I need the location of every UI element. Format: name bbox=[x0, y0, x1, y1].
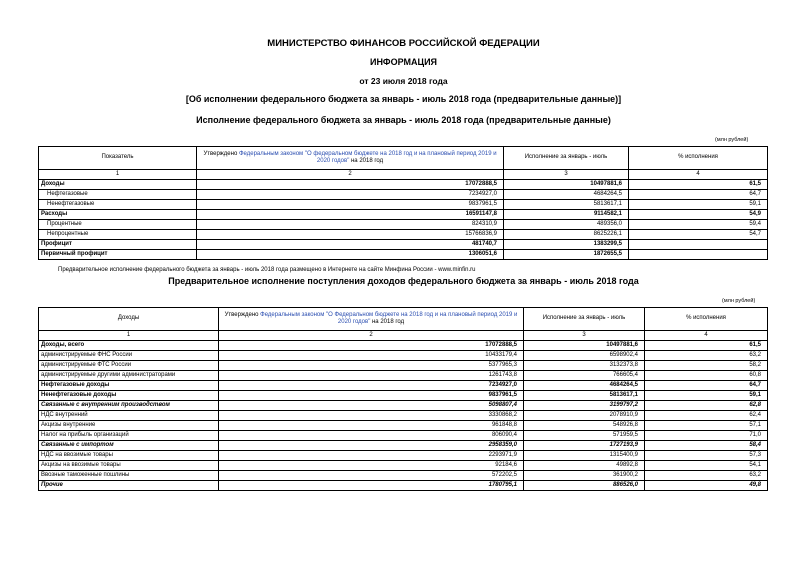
row-percent: 63,2 bbox=[645, 351, 768, 361]
row-percent bbox=[629, 250, 768, 260]
table1-header-indicator: Показатель bbox=[39, 147, 197, 170]
row-approved: 824310,9 bbox=[197, 220, 504, 230]
row-executed: 361900,2 bbox=[524, 471, 645, 481]
row-approved: 806090,4 bbox=[219, 431, 524, 441]
column-number: 4 bbox=[645, 331, 768, 341]
row-percent: 62,8 bbox=[645, 401, 768, 411]
row-approved: 2958359,0 bbox=[219, 441, 524, 451]
row-name: Доходы, всего bbox=[39, 341, 219, 351]
row-executed: 1315400,9 bbox=[524, 451, 645, 461]
table1-header-approved-prefix: Утверждено bbox=[203, 150, 239, 157]
revenue-execution-table bbox=[38, 307, 768, 491]
row-name: администрируемые ФТС России bbox=[39, 361, 219, 371]
row-approved: 5377965,3 bbox=[219, 361, 524, 371]
column-number: 1 bbox=[39, 331, 219, 341]
table2-unit-label: (млн рублей) bbox=[722, 298, 756, 304]
row-executed: 4684264,5 bbox=[524, 381, 645, 391]
table1-header-executed: Исполнение за январь - июль bbox=[504, 147, 629, 170]
row-percent: 54,9 bbox=[629, 210, 768, 220]
row-executed: 1872655,5 bbox=[504, 250, 629, 260]
row-approved: 7234927,0 bbox=[219, 381, 524, 391]
row-executed: 10497881,6 bbox=[524, 341, 645, 351]
publication-note: Предварительное исполнение федерального бюджета за январь - июль 2018 года размещено в Интернете на сайте Минфина России - www.minfin.ru bbox=[58, 267, 476, 273]
row-name: Связанные с внутренним производством bbox=[39, 401, 219, 411]
table2-header-row bbox=[39, 308, 768, 331]
row-percent: 54,7 bbox=[629, 230, 768, 240]
row-executed: 571959,5 bbox=[524, 431, 645, 441]
row-executed: 1727193,9 bbox=[524, 441, 645, 451]
table-row bbox=[39, 361, 768, 371]
row-approved: 1306051,6 bbox=[197, 250, 504, 260]
row-name: Первичный профицит bbox=[39, 250, 197, 260]
table2-header-approved-prefix: Утверждено bbox=[224, 311, 261, 318]
row-percent: 64,7 bbox=[645, 381, 768, 391]
row-executed: 3199797,2 bbox=[524, 401, 645, 411]
row-executed: 10497881,6 bbox=[504, 180, 629, 190]
row-percent: 62,4 bbox=[645, 411, 768, 421]
row-name: Ненефтегазовые bbox=[39, 200, 197, 210]
table2-number-row bbox=[39, 331, 768, 341]
row-approved: 1780795,1 bbox=[219, 481, 524, 491]
row-percent bbox=[629, 240, 768, 250]
table-row bbox=[39, 461, 768, 471]
table-row bbox=[39, 351, 768, 361]
row-name: Профицит bbox=[39, 240, 197, 250]
column-number: 2 bbox=[197, 170, 504, 180]
row-name: Непроцентные bbox=[39, 230, 197, 240]
row-approved: 3330868,2 bbox=[219, 411, 524, 421]
row-percent: 64,7 bbox=[629, 190, 768, 200]
row-name: Процентные bbox=[39, 220, 197, 230]
table1-number-row bbox=[39, 170, 768, 180]
row-name: Нефтегазовые bbox=[39, 190, 197, 200]
column-number: 4 bbox=[629, 170, 768, 180]
ministry-heading: МИНИСТЕРСТВО ФИНАНСОВ РОССИЙСКОЙ ФЕДЕРАЦИИ bbox=[267, 38, 540, 49]
row-percent: 59,4 bbox=[629, 220, 768, 230]
date-heading: от 23 июля 2018 года bbox=[359, 76, 448, 86]
row-name: Нефтегазовые доходы bbox=[39, 381, 219, 391]
row-approved: 17072888,5 bbox=[219, 341, 524, 351]
row-percent: 58,2 bbox=[645, 361, 768, 371]
table-row bbox=[39, 401, 768, 411]
row-executed: 1383299,5 bbox=[504, 240, 629, 250]
row-name: администрируемые ФНС России bbox=[39, 351, 219, 361]
table-row bbox=[39, 240, 768, 250]
row-percent: 57,1 bbox=[645, 421, 768, 431]
row-name: Налог на прибыль организаций bbox=[39, 431, 219, 441]
row-executed: 9114582,1 bbox=[504, 210, 629, 220]
row-approved: 15766836,9 bbox=[197, 230, 504, 240]
row-approved: 7234927,0 bbox=[197, 190, 504, 200]
row-name: Прочие bbox=[39, 481, 219, 491]
table-row bbox=[39, 190, 768, 200]
table-row bbox=[39, 421, 768, 431]
row-percent: 60,8 bbox=[645, 371, 768, 381]
table1-title: Исполнение федерального бюджета за январь - июль 2018 года (предварительные данные) bbox=[196, 115, 611, 125]
table-row bbox=[39, 391, 768, 401]
row-executed: 4684264,5 bbox=[504, 190, 629, 200]
row-executed: 766605,4 bbox=[524, 371, 645, 381]
table2-header-approved-suffix: на 2018 год bbox=[370, 319, 405, 325]
table-row bbox=[39, 220, 768, 230]
federal-law-link[interactable]: Федеральным законом "О Федеральном бюджете на 2018 год и на плановый период 2019 и 2020 годов" bbox=[260, 311, 518, 325]
table2-title: Предварительное исполнение поступления доходов федерального бюджета за январь - июль 2018 года bbox=[168, 276, 639, 286]
table-row bbox=[39, 441, 768, 451]
row-name: Акцизы на ввозимые товары bbox=[39, 461, 219, 471]
row-approved: 17072888,5 bbox=[197, 180, 504, 190]
row-name: НДС внутренний bbox=[39, 411, 219, 421]
table-row bbox=[39, 250, 768, 260]
row-executed: 2078910,9 bbox=[524, 411, 645, 421]
row-executed: 6598902,4 bbox=[524, 351, 645, 361]
column-number: 3 bbox=[504, 170, 629, 180]
row-executed: 548926,8 bbox=[524, 421, 645, 431]
budget-execution-table bbox=[38, 146, 768, 260]
row-approved: 9837961,5 bbox=[197, 200, 504, 210]
table-row bbox=[39, 180, 768, 190]
table-row bbox=[39, 371, 768, 381]
row-approved: 9837961,5 bbox=[219, 391, 524, 401]
row-name: НДС на ввозимые товары bbox=[39, 451, 219, 461]
table2-header-percent: % исполнения bbox=[645, 308, 768, 331]
row-percent: 61,5 bbox=[629, 180, 768, 190]
table1-header-approved-suffix: на 2018 год bbox=[349, 158, 384, 164]
table-row bbox=[39, 431, 768, 441]
table-row bbox=[39, 451, 768, 461]
table1-unit-label: (млн рублей) bbox=[715, 137, 749, 143]
table-row bbox=[39, 411, 768, 421]
row-percent: 59,1 bbox=[629, 200, 768, 210]
info-heading: ИНФОРМАЦИЯ bbox=[369, 57, 438, 67]
column-number: 3 bbox=[524, 331, 645, 341]
row-executed: 886526,0 bbox=[524, 481, 645, 491]
subject-heading: [Об исполнении федерального бюджета за январь - июль 2018 года (предварительные данные)] bbox=[185, 94, 622, 104]
row-percent: 58,4 bbox=[645, 441, 768, 451]
table-row bbox=[39, 341, 768, 351]
row-percent: 63,2 bbox=[645, 471, 768, 481]
table-row bbox=[39, 381, 768, 391]
row-approved: 481740,7 bbox=[197, 240, 504, 250]
table2-header-revenue: Доходы bbox=[39, 308, 219, 331]
row-name: Связанные с импортом bbox=[39, 441, 219, 451]
row-executed: 5813617,1 bbox=[504, 200, 629, 210]
row-name: Расходы bbox=[39, 210, 197, 220]
table-row bbox=[39, 471, 768, 481]
table-row bbox=[39, 200, 768, 210]
row-approved: 16591147,8 bbox=[197, 210, 504, 220]
row-approved: 5098807,4 bbox=[219, 401, 524, 411]
row-approved: 572202,5 bbox=[219, 471, 524, 481]
row-percent: 49,8 bbox=[645, 481, 768, 491]
row-name: Ненефтегазовые доходы bbox=[39, 391, 219, 401]
row-name: администрируемые другими администраторами bbox=[39, 371, 219, 381]
row-name: Доходы bbox=[39, 180, 197, 190]
row-percent: 59,1 bbox=[645, 391, 768, 401]
table1-header-row bbox=[39, 147, 768, 170]
row-percent: 61,5 bbox=[645, 341, 768, 351]
table2-header-executed: Исполнение за январь - июль bbox=[524, 308, 645, 331]
row-executed: 3132373,8 bbox=[524, 361, 645, 371]
row-approved: 961848,8 bbox=[219, 421, 524, 431]
table2-header-approved bbox=[219, 308, 524, 331]
column-number: 1 bbox=[39, 170, 197, 180]
row-approved: 1261743,8 bbox=[219, 371, 524, 381]
row-executed: 489356,0 bbox=[504, 220, 629, 230]
row-approved: 92184,6 bbox=[219, 461, 524, 471]
row-approved: 2293971,9 bbox=[219, 451, 524, 461]
table1-header-percent: % исполнения bbox=[629, 147, 768, 170]
federal-law-link[interactable]: Федеральным законом "О федеральном бюджете на 2018 год и на плановый период 2019 и 2020 годов" bbox=[238, 150, 497, 164]
row-executed: 49892,8 bbox=[524, 461, 645, 471]
column-number: 2 bbox=[219, 331, 524, 341]
row-approved: 10433179,4 bbox=[219, 351, 524, 361]
row-name: Акцизы внутренние bbox=[39, 421, 219, 431]
row-name: Ввозные таможенные пошлины bbox=[39, 471, 219, 481]
row-executed: 5813617,1 bbox=[524, 391, 645, 401]
row-percent: 71,0 bbox=[645, 431, 768, 441]
row-percent: 54,1 bbox=[645, 461, 768, 471]
table-row bbox=[39, 481, 768, 491]
row-percent: 57,3 bbox=[645, 451, 768, 461]
table-row bbox=[39, 230, 768, 240]
row-executed: 8625226,1 bbox=[504, 230, 629, 240]
table-row bbox=[39, 210, 768, 220]
table1-header-approved bbox=[197, 147, 504, 170]
